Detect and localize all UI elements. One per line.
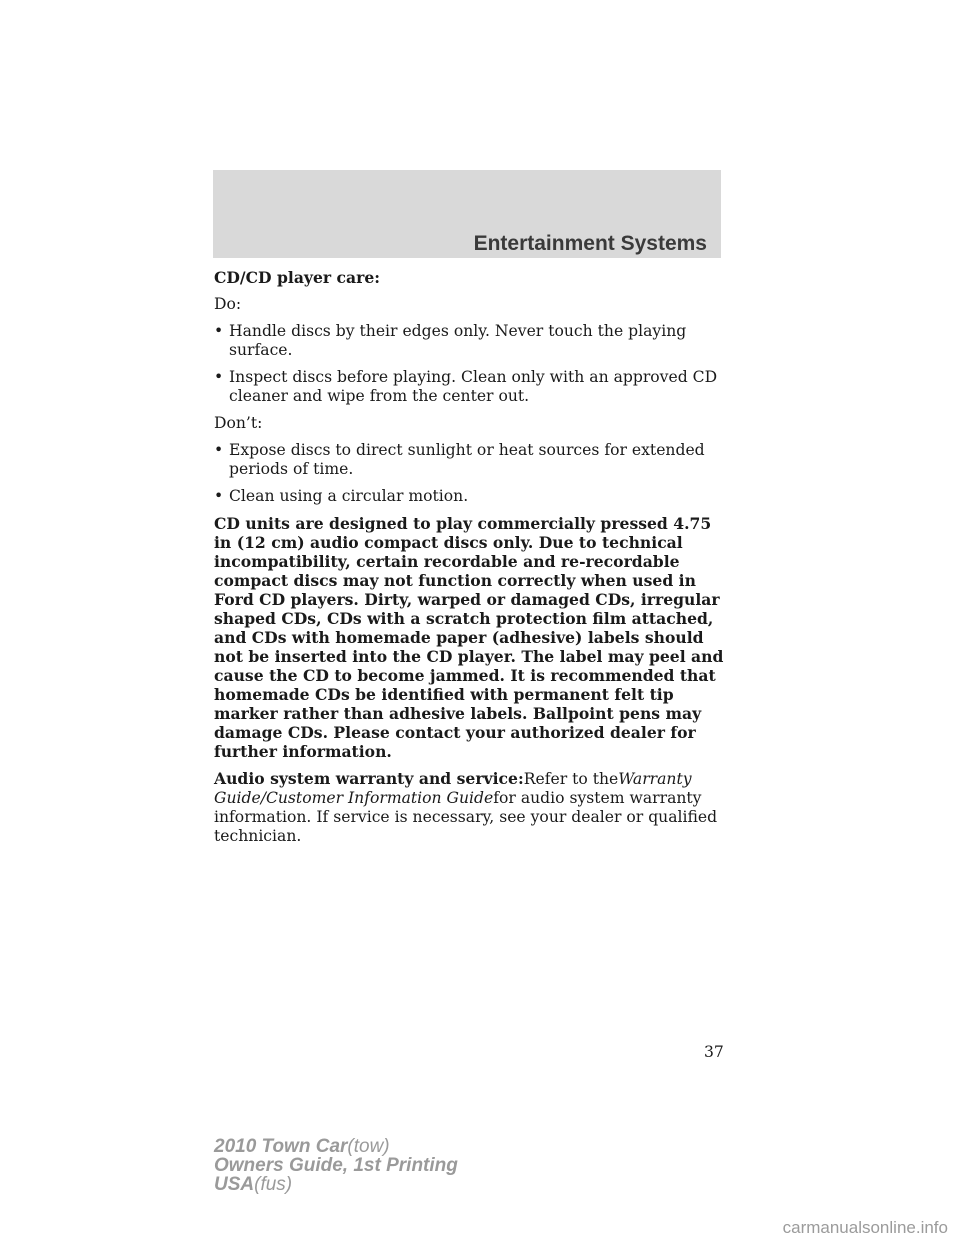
page-number: 37 [704, 1043, 724, 1061]
list-item [214, 368, 724, 406]
warranty-guide-title: Warranty Guide/Customer Information Guide [214, 770, 692, 807]
site-watermark: carmanualsonline.info [782, 1218, 948, 1237]
section-header-band [213, 170, 721, 258]
bullet-icon: • [214, 368, 224, 386]
footer-line-3 [214, 1175, 458, 1194]
footer-model-code: (tow) [347, 1136, 390, 1157]
list-item [214, 487, 724, 506]
document-footer [214, 1137, 458, 1194]
list-item-text: Expose discs to direct sunlight or heat sources for extended periods of time. [229, 441, 705, 478]
section-title: Entertainment Systems [473, 232, 707, 255]
bullet-icon: • [214, 487, 224, 505]
list-item [214, 441, 724, 479]
footer-model: 2010 Town Car [214, 1136, 348, 1157]
bullet-icon: • [214, 322, 224, 340]
cd-compatibility-warning: CD units are designed to play commercially pressed 4.75 in (12 cm) audio compact discs only. Due to technical incompatibility, certain recordable and re-recordable compact discs may not function correctly when used in Ford CD players. Dirty, warped or damaged CDs, irregular shaped CDs, CDs with a scratch protection film attached, and CDs with homemade paper (adhesive) labels should not be inserted into the CD player. The label may peel and cause the CD to become jammed. It is recommended that homemade CDs be identified with permanent felt tip marker rather than adhesive labels. Ballpoint pens may damage CDs. Please contact your authorized dealer for further information. [214, 514, 724, 761]
warranty-text-1: Refer to the [523, 770, 619, 788]
footer-line-1 [214, 1137, 458, 1156]
footer-line-2: Owners Guide, 1st Printing [214, 1155, 458, 1176]
list-item-text: Clean using a circular motion. [229, 487, 469, 505]
dont-label: Don’t: [214, 414, 263, 432]
warranty-paragraph [214, 769, 724, 846]
list-item-text: Handle discs by their edges only. Never touch the playing surface. [229, 322, 687, 359]
list-item [214, 322, 724, 360]
cd-care-heading: CD/CD player care: [214, 268, 381, 287]
footer-market: USA [214, 1174, 255, 1195]
warranty-label: Audio system warranty and service: [214, 769, 524, 788]
warranty-text-2: for audio system warranty information. If service is necessary, see your dealer or qualified technician. [214, 789, 718, 845]
list-item-text: Inspect discs before playing. Clean only with an approved CD cleaner and wipe from the center out. [229, 368, 718, 405]
bullet-icon: • [214, 441, 224, 459]
do-label: Do: [214, 295, 242, 313]
page-content [214, 268, 724, 854]
footer-market-code: (fus) [254, 1174, 293, 1195]
